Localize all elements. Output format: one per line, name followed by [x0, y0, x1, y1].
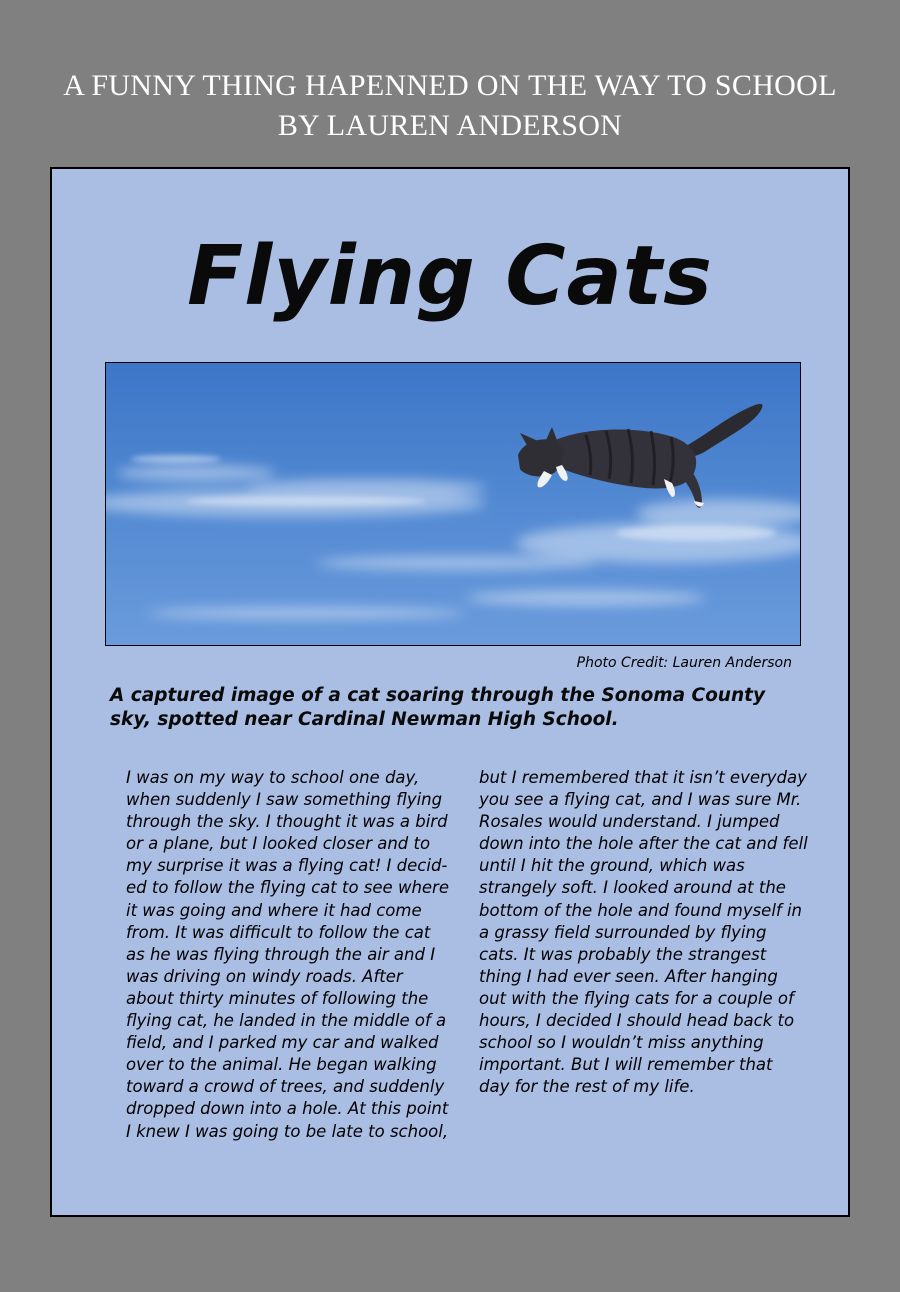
- article-headline: Flying Cats: [187, 229, 713, 324]
- flying-cat-illustration: [106, 363, 800, 645]
- page-title-line1: A FUNNY THING HAPENNED ON THE WAY TO SCHOOL: [63, 69, 837, 102]
- photo-caption: A captured image of a cat soaring through the Sonoma County sky, spotted near Cardinal Newman High School.: [110, 685, 766, 730]
- article-panel: [50, 167, 850, 1217]
- article-column-right: but I remembered that it isn’t everyday you see a flying cat, and I was sure Mr. Rosales would understand. I jumped down into the hole after the cat and fell until I hit the ground, which was strangely soft. I looked around at the bottom of the hole and found myself in a grassy field surrounded by flying cats. It was probably the strangest thing I had ever seen. After hanging out with the flying cats for a couple of hours, I decided I should head back to school so I wouldn’t miss anything important. But I will remember that day for the rest of my life.: [479, 768, 808, 1097]
- photo-credit: Photo Credit: Lauren Anderson: [576, 655, 792, 671]
- page-title-line2: BY LAUREN ANDERSON: [277, 109, 623, 142]
- article-column-left: I was on my way to school one day, when suddenly I saw something flying through the sky. I thought it was a bird or a plane, but I looked closer and to my surprise it was a flying cat! I decid- ed to follow the flying cat to see where it was going and where it had come from. It was difficult to follow the cat as he was flying through the air and I was driving on windy roads. After about thirty minutes of following the flying cat, he landed in the middle of a field, and I parked my car and walked over to the animal. He began walking toward a crowd of trees, and suddenly dropped down into a hole. At this point I knew I was going to be late to school,: [126, 768, 449, 1141]
- flying-cat-photo: [105, 362, 801, 646]
